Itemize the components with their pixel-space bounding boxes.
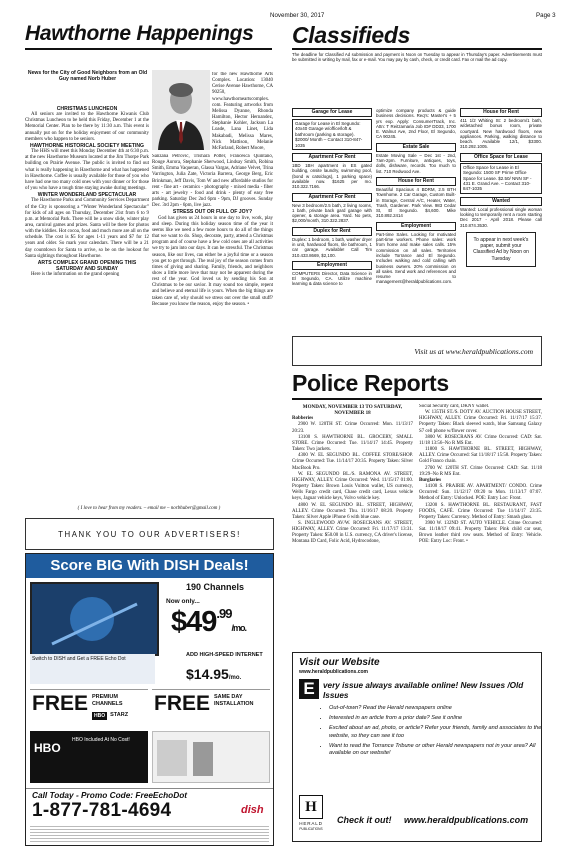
category-employment: Employment — [292, 261, 372, 270]
police-entry: 2700 W. 120TH ST. Crime Occurred: CAD: Sat. 11/18 19:29–No R MS Ent. — [419, 465, 542, 477]
ad-wanted: Wanted: Local professional single woman looking to temporarily rent a room starting Dec 2017 - April 2018. Please call 310.874.3530. — [460, 206, 542, 228]
paragraph: God has given us 24 hours in one day to live, work, play and sleep. During this holiday season time of the year it seems like we need a few more hours to do all of the things that we want to do. Shop, decorate, party, attend a Christmas program and of course have a few cold ones are all activities we try to jam into our days. It can be stressful. The Christmas season, like our lives, can either be a joyful time or a season you get to get through. The real joy of the season comes from times of giving and sharing. Family, friends, and neighbors show a little more love that may not be apparent during the rest of the year. God loved us by sending his Son at Christmas to be our savior. It may sound too simple, repent and believe and eternal life is yours. When the big things are taken care of, why should we stress out over the small stuff? Because you know the reason, enjoy the season. • — [152, 215, 273, 307]
classifieds-column-3 — [460, 108, 542, 332]
submission-deadline-box: To appear in next week's paper, submit your Classified Ad by Noon on Tuesday — [466, 232, 536, 267]
visit-site-title: Visit our Website — [299, 657, 380, 668]
ad-employment-2: Part-time Sales. Looking for motivated part-time workers. Phone sales: work from home and make sales calls. 15% commission on all sales. Territories include Torrance and El Segundo. Includes walking and cold calling with business owners. 20% commission on all sales. Send work and references and resume to management@heraldpublications.com. — [376, 231, 456, 285]
ad-house-rent-2: 411 1/2 Whiting St: 2 bedroom/1 bath, w/detached bonus room, private courtyard. New hardwood floors, new appliances. Parking, walking distance to beach. Available 12/1, $3300. 310.292.1005. — [460, 118, 542, 150]
police-entry: Social Security card, DKNY wallet. — [419, 404, 490, 409]
ad-office-space: Office Space for Lease in El Segundo: 1500 SF Prime Office Space for Lease. $2.50/ NNN SF - 431 E. Grand Ave. – Contact 310-847-1035 — [460, 163, 542, 194]
dish-logo: dish — [241, 804, 264, 816]
paragraph: The HHS will meet this Monday December 4th at 6:30 p.m. at the new Hawthorne Museum located at the Jim Thorpe Park building on Prairie Avenue. The public is invited to find out what is really happening in Hawthorne and what has happened in Hawthorne. Coffee is usually available for those of you who have had one too many cold ones with your dinner or for those of you who have a tough time staying awake during meetings. — [25, 149, 149, 192]
paragraph: All seniors are invited to the Hawthorne Kiwanis Club Christmas Luncheon to be held this Friday, December 1 at the Memorial Center. Plan to be there by 11:30 a.m. This event is annually put on for the holiday enjoyment of our community members who happen to be seniors. — [25, 112, 149, 142]
paragraph: for the new Hawthorne Arts Complex. Location: 13040 Cerise Avenue Hawthorne, CA 90250, www.hawthorneartscomplex. com. Featuring artworks from Melissa Dyanne, Rhonda Hamilton, Hector Hernandez, Stephanie Kohler, Jackson La Loade, Lana Linet, Lida Makabadi, Melissa Mares, Nick Mattison, Melanie McFarland, Robert Moore, — [212, 72, 273, 151]
dish-headline: Score BIG With DISH Deals! — [50, 557, 249, 574]
category-employment: Employment — [376, 222, 456, 231]
police-entry: 3800 W. ROSECRANS AV. Crime Occurred: CAD: Sat. 11/18 13:56–No R MS Ent. — [419, 434, 542, 446]
visit-site-url[interactable]: www.heraldpublications.com — [299, 669, 368, 675]
tv-graphic — [30, 582, 159, 656]
reader-email-note: ( I love to hear from my readers. – email me – norbhuber@gmail.com ) — [77, 506, 221, 511]
classifieds-column-1 — [292, 108, 372, 332]
hbo-logo: HBO — [94, 713, 106, 719]
free-premium-panel — [30, 689, 148, 728]
free-installation-panel — [152, 689, 270, 728]
heading-stress-out: STRESS OUT OR FULL OF JOY? — [172, 209, 253, 216]
thank-you-banner: THANK YOU TO OUR ADVERTISERS! — [25, 518, 274, 550]
heading-historical-society: HAWTHORNE HISTORICAL SOCIETY MEETING — [29, 142, 145, 149]
police-entry: 13200 S. HAWTHORNE BL. RESTAURANT, FAST FOODS, CAFÉ. Crime Occurred: Tue 11/14/17 23:35. Property Taken: Currency. Method of Entry: Smash glass. — [419, 502, 542, 520]
ad-apartment-2: New 3 bedroom/2.5 bath, 2 living rooms, 1 bath, private back gard garage with opener, & storage area. Yard. No pets, $2,000/month, 310.322.2837. — [292, 202, 372, 224]
classifieds-rule — [292, 48, 542, 50]
wireless-promo — [152, 731, 270, 783]
price-cents: .99 — [216, 606, 232, 621]
page-header — [0, 0, 566, 22]
hawthorne-title: Hawthorne Happenings — [25, 22, 254, 45]
benefit-item: • Out-of-town? Read the Herald newspapers online — [329, 705, 542, 712]
police-entry: W. 135TH ST./S. DOTY AV. AUCTION HOUSE STREET, HIGHWAY, ALLEY. Crime Occurred: Fri. 11/17/17 15:37. Property Taken: Black sleeved watch, blue Samsung Galaxy S7 cell phone w/flower cover. — [419, 410, 542, 434]
heading-winter-wonderland: WINTER WONDERLAND SPECTACULAR — [37, 192, 137, 199]
call-today-text: Call Today - Promo Code: FreeEchoDot — [32, 790, 188, 800]
check-it-out-text: Check it out! — [337, 815, 392, 825]
category-apartment: Apartment For Rent — [292, 193, 372, 202]
hbo-promo — [30, 731, 148, 783]
police-entry: S. INGLEWOOD AV/W. ROSECRANS AV. STREET, HIGHWAY, ALLEY. Crime Occurred: Fri. 11/17/17 13:31. Property Taken: $50.00 in U.S. currency, CA driver's license, Montana ID Card, Folic Acid, Hydrocodone, — [292, 520, 413, 545]
ad-estate-sale: Estate Moving Sale – Dec 1st - 2nd, 7am-2pm. Furniture, antiques, toys, dolls, dishware, records. Too much to list. 710 Redwood Ave. — [376, 152, 456, 174]
free-label: FREE — [32, 692, 89, 715]
same-day-install-text: SAME DAY INSTALLATION — [214, 694, 254, 707]
heading-burglaries: Burglaries — [419, 477, 442, 483]
channels-count: 190 Channels — [185, 582, 245, 592]
category-office-space: Office Space for Lease — [460, 153, 542, 162]
ad-house-rent-1: Beautiful Spacious 4 BDRM, 2.5 BTH Townhome. 2 Car Garage, Custom Built-in Storage, Central A/C, Heater, Water, Trash, Gardener. Park View. 983 Cedar St, El Segundo. $4,600. Mike 310.892.2414 — [376, 186, 456, 219]
fine-print — [30, 824, 269, 842]
benefit-item: • Excited about an ad, photo, or article? Refer your friends, family and associates to the website, so they can see it too — [329, 725, 542, 739]
echo-dot-offer: Switch to DISH and Get a FREE Echo Dot — [30, 654, 155, 684]
visit-site-benefits — [321, 705, 542, 760]
category-house-for-rent: House for Rent — [376, 177, 456, 186]
visit-website-banner[interactable]: Visit us at www.heraldpublications.com — [292, 336, 542, 366]
ad-employment-1: COMPUTERS Director, Data Science in El Segundo, CA. Utilize machine learning & data science to — [292, 270, 372, 287]
ad-duplex: Duplex: 1 bedroom, 1 bath, washer dryer in unit, hardwood floors, tile bathroom, 1 car garage. Available! Call Tim 310.433.8669, $2,100. — [292, 236, 372, 258]
hawthorne-rule — [25, 48, 272, 50]
police-entry: 11800 S. HAWTHORNE BL. STREET, HIGHWAY, ALLEY. Crime Occurred: Sat 11/18/17 15:58. Property Taken: Gold Franco chain. — [419, 447, 542, 465]
starz-logo: STARZ — [110, 712, 129, 718]
free-label: FREE — [154, 692, 211, 715]
internet-label: ADD HIGH-SPEED INTERNET — [186, 652, 263, 658]
police-entry: 13100 S. HAWTHORNE BL. GROCERY, SMALL STORE. Crime Occurred: Tue. 11/14/17 14:45. Property Taken: Two jackets. — [292, 434, 413, 453]
category-wanted: Wanted — [460, 197, 542, 206]
hbo-included-text: HBO Included At No Cost! — [72, 737, 130, 743]
issue-date: November 30, 2017 — [270, 12, 325, 19]
price-dollars: $49 — [171, 606, 217, 638]
hawthorne-intro-title: News for the City of Good Neighbors from an Old Guy named Norb Huber — [27, 70, 148, 83]
police-column-2 — [419, 404, 542, 640]
category-garage: Garage for Lease — [292, 108, 372, 117]
dropcap: E — [299, 679, 319, 699]
hawthorne-column-2-body — [152, 154, 273, 499]
hawthorne-column-2-top — [212, 72, 273, 154]
classifieds-column-2 — [376, 108, 456, 332]
internet-price-unit: /mo. — [228, 675, 242, 681]
police-entry: W. EL SEGUNDO BL./S. RAMONA AV. STREET, HIGHWAY, ALLEY. Crime Occurred: Wed. 11/15/17 01:00. Property Taken: Brown Louis Vuitton wallet, US currency, Wells Fargo credit card, Chase credit card, Lexus vehicle keys, Jaguar vehicle keys, Volvo vehicle key. — [292, 471, 413, 502]
heading-arts-complex: ARTS COMPLEX GRAND OPENING THIS SATURDAY AND SUNDAY — [37, 259, 137, 273]
police-entry: 14100 S. PRAIRIE AV. APARTMENT/ CONDO. Crime Occurred: Sun. 11/12/17 09:20 to Mon. 11/13/17 07:07. Method of Entry: Unlocked. POE: Entry Loc: Front. — [419, 484, 542, 502]
now-only-label: Now only... — [166, 598, 200, 605]
herald-logo-name: HERALD — [299, 821, 323, 826]
page-number: Page 3 — [536, 12, 556, 19]
premium-logos — [92, 712, 128, 720]
ad-apartment-1: 1BD 1BH apartment in ES gated building, onsite laundry, swimming pool, (bond w cats/dogs), 1 parking space) available now. $1625 per mo. 310.322.7166. — [292, 163, 372, 190]
category-duplex: Duplex for Rent — [292, 227, 372, 236]
paragraph: The Hawthorne Parks and Community Services Department of the City is sponsoring a “Winter Wonderland Spectacular” for kids of all ages on Thursday, December 21st from 6 to 9 p.m. at Memorial Park. There will be a snow slide, winter play area, carnival games and prizes. Santa will be there for photos with the kiddies. Hot cocoa, food and much more are all on the schedule. The cost is $5 for ages 1-11 years and $7 for 12 years and older. So mark your calendars. There will be a 21 day countdown for Santa to arrive, so be on the lookout for Santa sightings throughout Hawthorne. — [25, 198, 149, 259]
internet-price — [186, 666, 241, 682]
internet-price-value: $14.95 — [186, 666, 229, 682]
herald-logo-sub: PUBLICATIONS — [299, 827, 323, 831]
visit-site-headline: very issue always available online! New Issues /Old Issues — [323, 681, 524, 700]
police-entry: 2900 W. 120TH ST. Crime Occurred: Mon. 11/13/17 20:23. — [292, 422, 413, 434]
police-reports-title: Police Reports — [292, 370, 449, 396]
police-date-range: MONDAY, NOVEMBER 13 TO SATURDAY, NOVEMBER 18 — [302, 404, 403, 417]
herald-logo-mark: H — [299, 795, 323, 819]
benefit-item: • Want to read the Torrance Tribune or other Herald newspapers not in your area? All available on our website! — [329, 743, 542, 757]
police-entry: 4300 W. EL SEGUNDO BL. COFFEE STORE/SHOP. Crime Occurred: Tue. 11/14/17 20:35. Property Taken: Silver MacBook Pro. — [292, 453, 413, 471]
classifieds-intro: The deadline for Classified Ad submission and payment is Noon on Tuesday to appear in Thursday's paper. Advertisements must be submitted in writing by mail, fax or e-mail. You may pay by cash, check, or credit card. Fax or mail the ad copy. — [292, 52, 542, 63]
free-premium-text: PREMIUM CHANNELS — [92, 694, 123, 707]
police-entry: 3900 W. 132ND ST. AUTO VEHICLE. Crime Occurred: Sat. 11/18/17 09:41. Property Taken: Pink child car seat, Brown leather third row seats. Method of Entry: Vehicle. POE: Entry Loc: Front. • — [419, 520, 542, 545]
paragraph: Here is the information on the grand opening — [31, 272, 120, 278]
category-house-for-rent: House for Rent — [460, 108, 542, 117]
dish-phone-number[interactable]: 1-877-781-4694 — [32, 800, 172, 821]
hbo-logo-large: HBO — [34, 741, 61, 755]
paragraph: Sanzana Petrovic, Trishara Potter, Francesca Quintano, Rouge Aurora, Stephanie Sherwood, Lindsay Smith, Robina Smith, Emma Vaqueran, Glassa Vargas, Adriane Velvet, Trina Varrington, Julia Zate, Victoria Barrera, George Berg, Eric Brinkman, Jeff Davis, Tom W and new affordable studios for rent - fine art - ceramics - photography - mixed media - fiber arts - art jewelry - food and drink - plenty of easy free parking. Saturday Dec 2nd 6pm - 9pm, DJ grooves. Sunday Dec. 3rd 2pm - 6pm, live jazz. — [152, 154, 273, 209]
hawthorne-column-1 — [25, 106, 149, 432]
ad-garage-lease: Garage for Lease in El Segundo: 40x40 Garage w/office/loft & bathroom (parking & storage). $2000/ Month – Contact 310-847-1035 — [292, 119, 372, 150]
police-rule — [292, 398, 542, 400]
dish-advertisement[interactable] — [25, 553, 274, 846]
check-it-out-url[interactable]: www.heraldpublications.com — [404, 815, 529, 825]
category-estate-sale: Estate Sale — [376, 143, 456, 152]
classifieds-title: Classifieds — [292, 22, 411, 48]
police-column-1 — [292, 404, 413, 640]
dish-price — [171, 606, 246, 639]
heading-christmas-luncheon: CHRISTMAS LUNCHEON — [56, 106, 118, 112]
price-unit: /mo. — [231, 623, 246, 633]
heading-robberies: Robberies — [292, 416, 314, 422]
visit-website-box — [292, 652, 542, 842]
police-entry: 4800 W. EL SEGUNDO BL. STREET, HIGHWAY, ALLEY. Crime Occurred: Thu. 11/16/17 08:20. Property Taken: Silver Apple iPhone 6 with blue case. — [292, 502, 413, 520]
ad-employment-1-cont: optimize company products & guide business decisions. Req's: Master's + 5 yrs exp. Apply: ConsumerTrack, Inc. Attn: T Reitzamaria Job ID# DD33, 1700 E. Walnut Ave, 2nd Floor, El Segundo, CA 90245. — [376, 108, 456, 140]
benefit-item: • Interested in an article from a prior date? See it online — [329, 715, 542, 722]
category-apartment: Apartment For Rent — [292, 153, 372, 162]
